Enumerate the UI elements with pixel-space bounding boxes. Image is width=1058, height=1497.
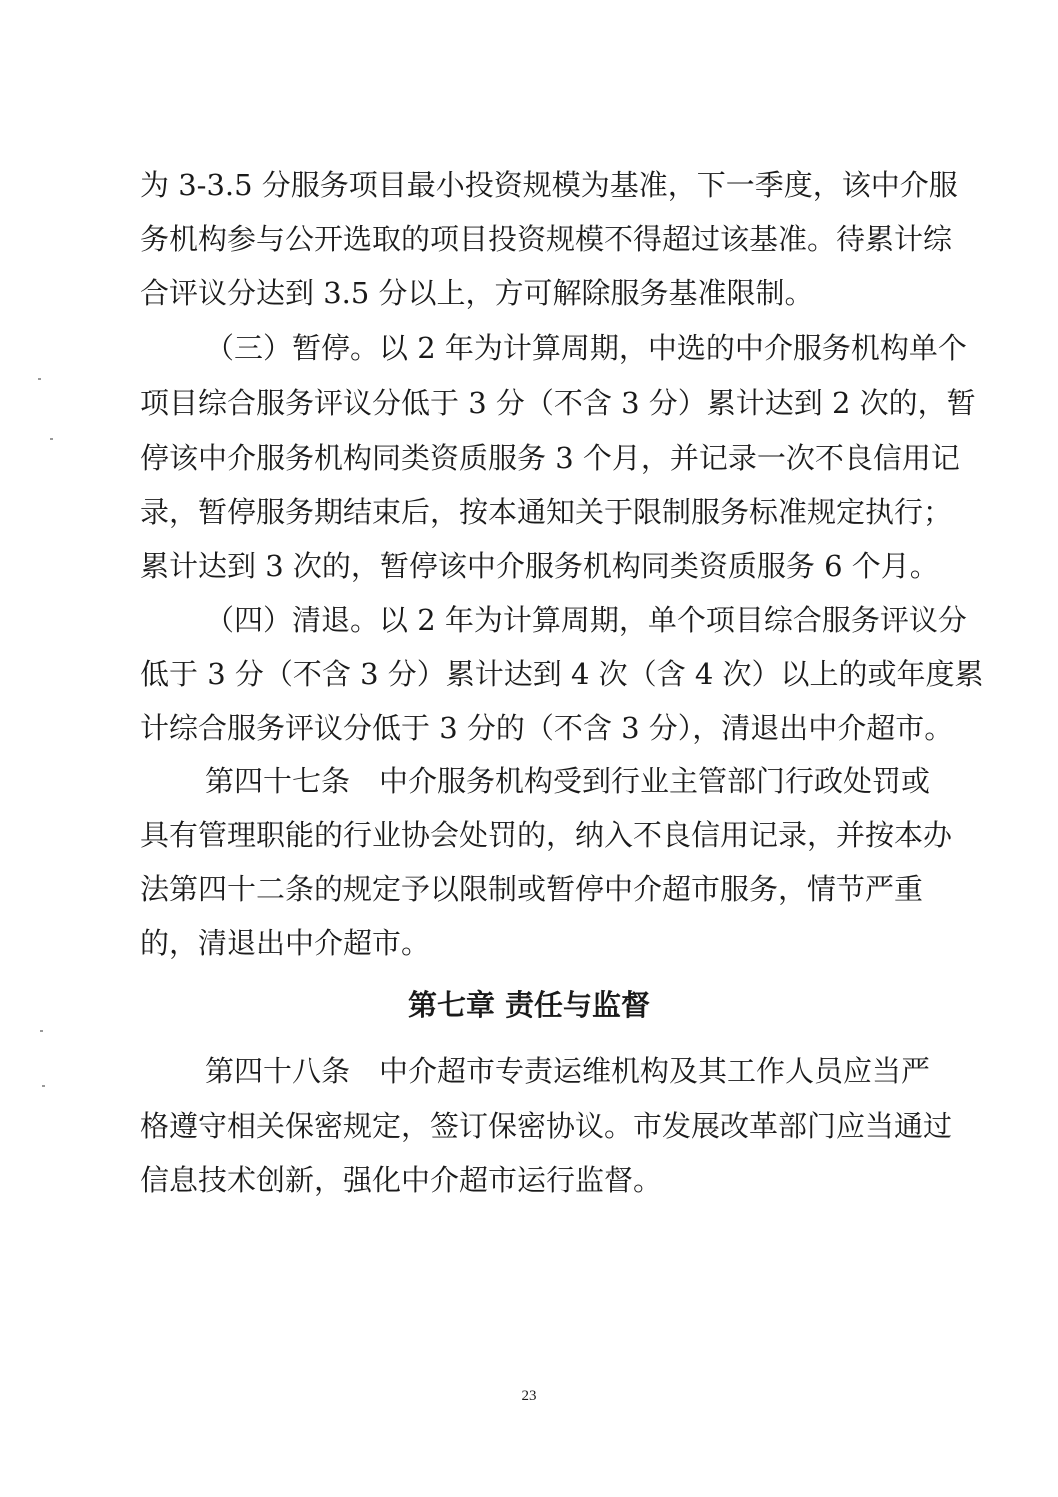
paragraph-line: （四）清退。以 2 年为计算周期，单个项目综合服务评议分 xyxy=(205,603,967,637)
paragraph-line: 低于 3 分（不含 3 分）累计达到 4 次（含 4 次）以上的或年度累 xyxy=(140,657,984,691)
paragraph-line: 格遵守相关保密规定，签订保密协议。市发展改革部门应当通过 xyxy=(140,1109,953,1143)
paragraph-line: 第四十八条 中介超市专责运维机构及其工作人员应当严 xyxy=(205,1054,931,1088)
paragraph-line: 具有管理职能的行业协会处罚的，纳入不良信用记录，并按本办 xyxy=(140,818,953,852)
paragraph-line: 项目综合服务评议分低于 3 分（不含 3 分）累计达到 2 次的，暂 xyxy=(140,386,976,420)
paragraph-line: 录，暂停服务期结束后，按本通知关于限制服务标准规定执行； xyxy=(140,495,953,529)
paragraph-line: （三）暂停。以 2 年为计算周期，中选的中介服务机构单个 xyxy=(205,331,967,365)
paragraph-line: 务机构参与公开选取的项目投资规模不得超过该基准。待累计综 xyxy=(140,222,953,256)
paragraph-line: 累计达到 3 次的，暂停该中介服务机构同类资质服务 6 个月。 xyxy=(140,549,939,583)
page-number: 23 xyxy=(521,1388,537,1404)
paragraph-line: 第四十七条 中介服务机构受到行业主管部门行政处罚或 xyxy=(205,764,931,798)
scan-speck xyxy=(50,438,53,440)
paragraph-line: 的，清退出中介超市。 xyxy=(140,926,431,960)
paragraph-line: 计综合服务评议分低于 3 分的（不含 3 分），清退出中介超市。 xyxy=(140,711,954,745)
paragraph-line: 为 3-3.5 分服务项目最小投资规模为基准，下一季度，该中介服 xyxy=(140,168,958,202)
chapter-heading: 第七章 责任与监督 xyxy=(407,988,651,1022)
paragraph-line: 法第四十二条的规定予以限制或暂停中介超市服务，情节严重 xyxy=(140,872,924,906)
scan-speck xyxy=(38,378,41,380)
paragraph-line: 信息技术创新，强化中介超市运行监督。 xyxy=(140,1163,663,1197)
scan-speck xyxy=(40,1030,43,1032)
paragraph-line: 停该中介服务机构同类资质服务 3 个月，并记录一次不良信用记 xyxy=(140,441,960,475)
paragraph-line: 合评议分达到 3.5 分以上，方可解除服务基准限制。 xyxy=(140,276,814,310)
scan-speck xyxy=(42,1085,45,1087)
